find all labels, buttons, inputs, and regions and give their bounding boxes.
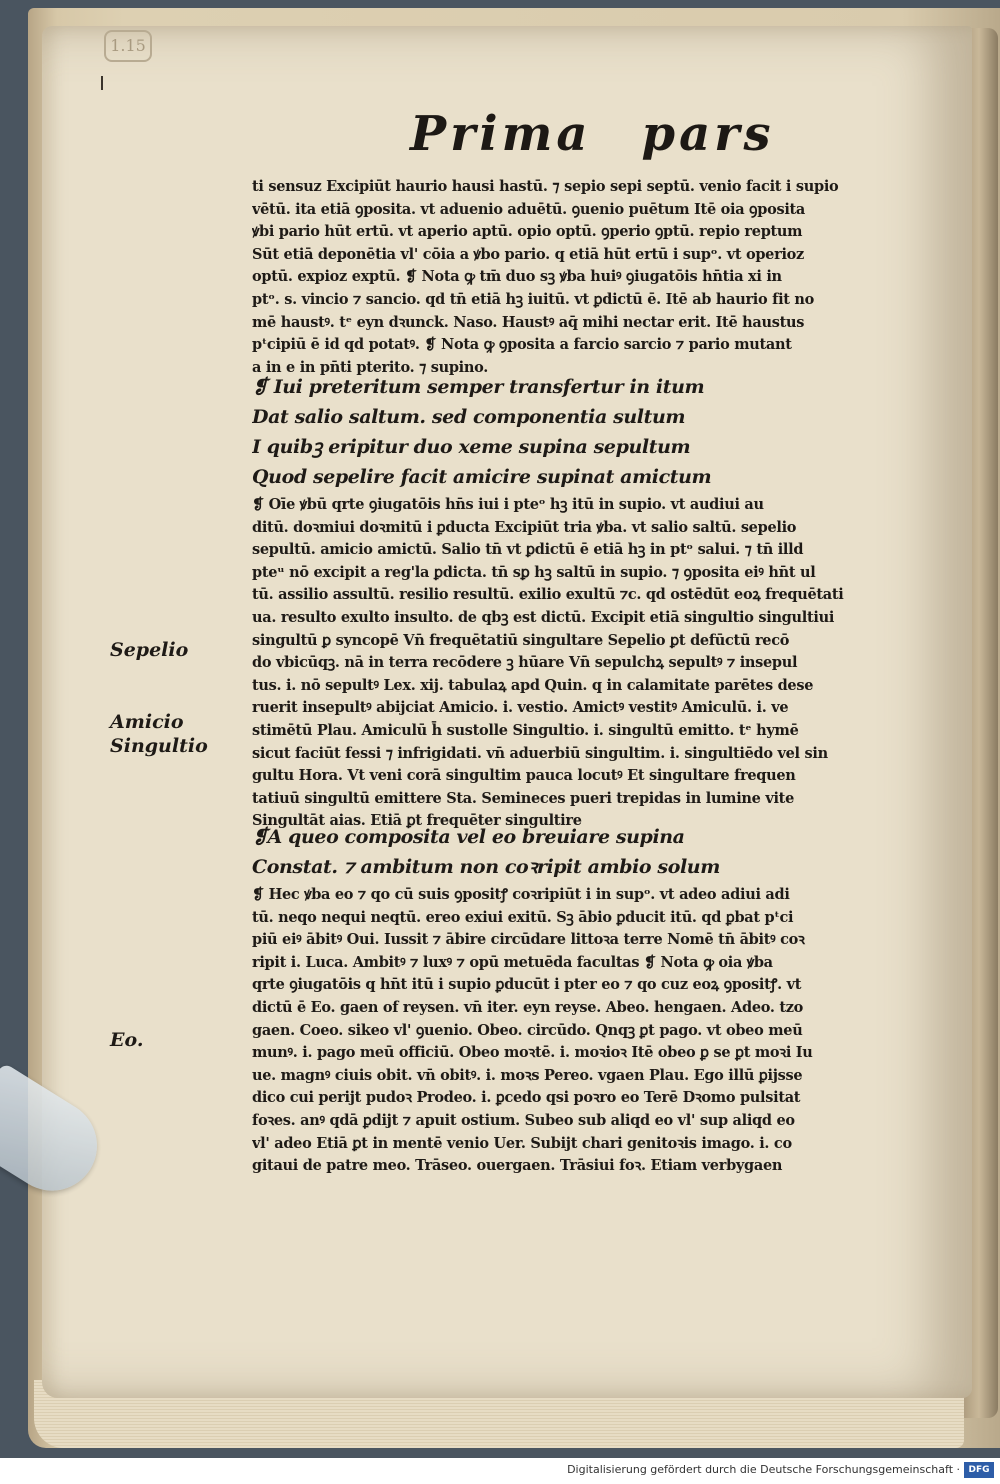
text-line: Singultāt aias. Etiā ꝑt frequēter singultire bbox=[252, 812, 582, 830]
text-line: piū eiꝰ ābitꝰ Oui. Iussit ⁊ ābire circūdare littoꝛa terre Nomē tn̄ ābitꝰ coꝛ bbox=[252, 931, 805, 949]
text-line: gultu Hora. Vt veni corā singultim pauca locutꝰ Et singultare frequen bbox=[252, 767, 796, 785]
text-line: sicut faciūt fessi ⁊ infrigidati. vn̄ aduerbiū singultim. i. singultiēdo vel sin bbox=[252, 744, 828, 762]
footer-bar bbox=[0, 1458, 1000, 1484]
verse-line: ❡A queo composita vel eo breuiare supina bbox=[252, 826, 685, 848]
margin-note-amicio: Amicio bbox=[110, 711, 184, 733]
text-line: pᵗcipiū ē id qd potatꝰ. ❡ Nota ꝙ ꝯposita a farcio sarcio ⁊ pario mutant bbox=[252, 336, 792, 354]
commentary-block-1 bbox=[252, 176, 852, 379]
text-line: munꝰ. i. pago meū officiū. Obeo moꝛtē. i. moꝛioꝛ Itē obeo ꝑ se ꝑt moꝛi Iu bbox=[252, 1044, 813, 1062]
verse-block-2 bbox=[252, 822, 852, 882]
margin-note-eo: Eo. bbox=[110, 1029, 144, 1051]
text-line: ❡ Oīe ꝟbū qrte ꝯiugatōis hn̄s iui i pteᵒ hꝫ itū in supio. vt audiui au bbox=[252, 496, 764, 513]
text-line: tus. i. nō sepultꝰ Lex. xij. tabulaꝝ apd Quin. q in calamitate parētes dese bbox=[252, 676, 814, 694]
text-line: ti sensuz Excipiūt haurio hausi hastū. ⁊ sepio sepi septū. venio facit i supio bbox=[252, 178, 839, 195]
text-line: gaen. Coeo. sikeo vl' ꝯuenio. Obeo. circūdo. Qnqꝫ ꝑt pago. vt obeo meū bbox=[252, 1021, 803, 1039]
text-line: ue. magnꝰ ciuis obit. vn̄ obitꝰ. i. moꝛs Pereo. vgaen Plau. Ego illū ꝑijsse bbox=[252, 1066, 803, 1084]
verse-line: ❡ Iui preteritum semper transfertur in itum bbox=[252, 376, 705, 398]
text-line: vētū. ita etiā ꝯposita. vt aduenio aduētū. ꝯuenio puētum Itē oia ꝯposita bbox=[252, 200, 806, 218]
funding-credit: Digitalisierung gefördert durch die Deutsche Forschungsgemeinschaft · bbox=[567, 1463, 960, 1476]
margin-note-singultio: Singultio bbox=[110, 735, 208, 757]
text-line: sepultū. amicio amictū. Salio tn̄ vt ꝑdictū ē etiā hꝫ in ptᵒ salui. ⁊ tn̄ illd bbox=[252, 541, 804, 559]
text-line: stimētū Plau. Amiculū h̄ sustolle Singultio. i. singultū emitto. tᵉ hymē bbox=[252, 721, 799, 739]
text-line: ❡ Hec ꝟba eo ⁊ qo cū suis ꝯpositꝭ coꝛripiūt i in supᵒ. vt adeo adiui adi bbox=[252, 886, 790, 903]
text-line: mē haustꝰ. tᵉ eyn dꝛunck. Naso. Haustꝰ aq̄ mihi nectar erit. Itē haustus bbox=[252, 313, 805, 331]
verse-line: I quibꝫ eripitur duo xeme supina sepultum bbox=[252, 436, 691, 458]
verse-block-1 bbox=[252, 372, 852, 492]
dfg-logo: DFG bbox=[964, 1462, 994, 1478]
text-line: ripit i. Luca. Ambitꝰ ⁊ luxꝰ ⁊ opū metuēda facultas ❡ Nota ꝙ oia ꝟba bbox=[252, 953, 773, 971]
text-line: ruerit insepultꝰ abijciat Amicio. i. vestio. Amictꝰ vestitꝰ Amiculū. i. ve bbox=[252, 699, 789, 717]
text-line: qrte ꝯiugatōis q hn̄t itū i supio ꝑducūt i pter eo ⁊ qo cuz eoꝝ ꝯpositꝭ. vt bbox=[252, 976, 802, 994]
text-line: tū. neqo nequi neqtū. ereo exiui exitū. Sꝫ ābio ꝑducit itū. qd ꝑbat pᵗci bbox=[252, 908, 794, 926]
text-line: do vbicūqꝫ. nā in terra recōdere ꝫ hūare Vn̄ sepulchꝝ sepultꝰ ⁊ insepul bbox=[252, 654, 798, 672]
text-line: ua. resulto exulto insulto. de qbꝫ est dictū. Excipit etiā singultio singultiui bbox=[252, 608, 835, 626]
running-title-left: Prima bbox=[410, 106, 592, 162]
text-line: vl' adeo Etiā ꝑt in mentē venio Uer. Subijt chari genitoꝛis imago. i. co bbox=[252, 1134, 792, 1152]
text-line: a in e in pn̄ti pterito. ⁊ supino. bbox=[252, 358, 488, 376]
text-line: ptᵒ. s. vincio ⁊ sancio. qd tn̄ etiā hꝫ iuitū. vt ꝑdictū ē. Itē ab haurio fit no bbox=[252, 290, 815, 308]
running-title-right: pars bbox=[641, 106, 775, 162]
text-line: ꝟbi pario hūt ertū. vt aperio aptū. opio optū. ꝯperio ꝯptū. repio reptum bbox=[252, 223, 803, 241]
verse-line: Constat. ⁊ ambitum non coꝛripit ambio solum bbox=[252, 856, 720, 878]
verse-line: Dat salio saltum. sed componentia sultum bbox=[252, 406, 686, 428]
text-line: pteᵘ nō excipit a reg'la ꝑdicta. tn̄ sꝑ hꝫ saltū in supio. ⁊ ꝯposita eiꝰ hn̄t ul bbox=[252, 563, 816, 581]
text-line: tatiuū singultū emittere Sta. Semineces pueri trepidas in lumine vite bbox=[252, 789, 795, 807]
text-line: optū. expioz exptū. ❡ Nota ꝙ tm̄ duo sꝫ ꝟba huiꝰ ꝯiugatōis hn̄tia xi in bbox=[252, 268, 782, 286]
margin-note-sepelio: Sepelio bbox=[110, 639, 189, 661]
text-line: dico cui perijt pudoꝛ Prodeo. i. ꝑcedo qsi poꝛro eo Terē Dꝛomo pulsitat bbox=[252, 1089, 801, 1107]
text-line: tū. assilio assultū. resilio resultū. exilio exultū ⁊c. qd ostēdūt eoꝝ frequētati bbox=[252, 586, 844, 604]
text-line: Sūt etiā deponētia vl' cōia a ꝟbo pario. q etiā hūt ertū i supᵒ. vt operioz bbox=[252, 245, 804, 263]
verse-line: Quod sepelire facit amicire supinat amictum bbox=[252, 466, 712, 488]
commentary-block-3 bbox=[252, 884, 852, 1178]
running-title bbox=[410, 106, 775, 162]
text-line: ditū. doꝛmiui doꝛmitū i ꝑducta Excipiūt tria ꝟba. vt salio saltū. sepelio bbox=[252, 518, 797, 536]
page-corner-mark: 1.15 bbox=[104, 30, 152, 62]
margin-tick bbox=[101, 76, 103, 90]
commentary-block-2 bbox=[252, 494, 852, 833]
text-line: dictū ē Eo. gaen of reysen. vn̄ iter. eyn reyse. Abeo. hengaen. Adeo. tzo bbox=[252, 998, 804, 1016]
text-line: foꝛes. anꝰ qdā ꝑdijt ⁊ apuit ostium. Subeo sub aliqd eo vl' sup aliqd eo bbox=[252, 1111, 795, 1129]
text-line: singultū ꝑ syncopē Vn̄ frequētatiū singultare Sepelio ꝑt defūctū recō bbox=[252, 631, 790, 649]
text-line: gitaui de patre meo. Trāseo. ouergaen. Trāsiui foꝛ. Etiam verbygaen bbox=[252, 1157, 783, 1175]
